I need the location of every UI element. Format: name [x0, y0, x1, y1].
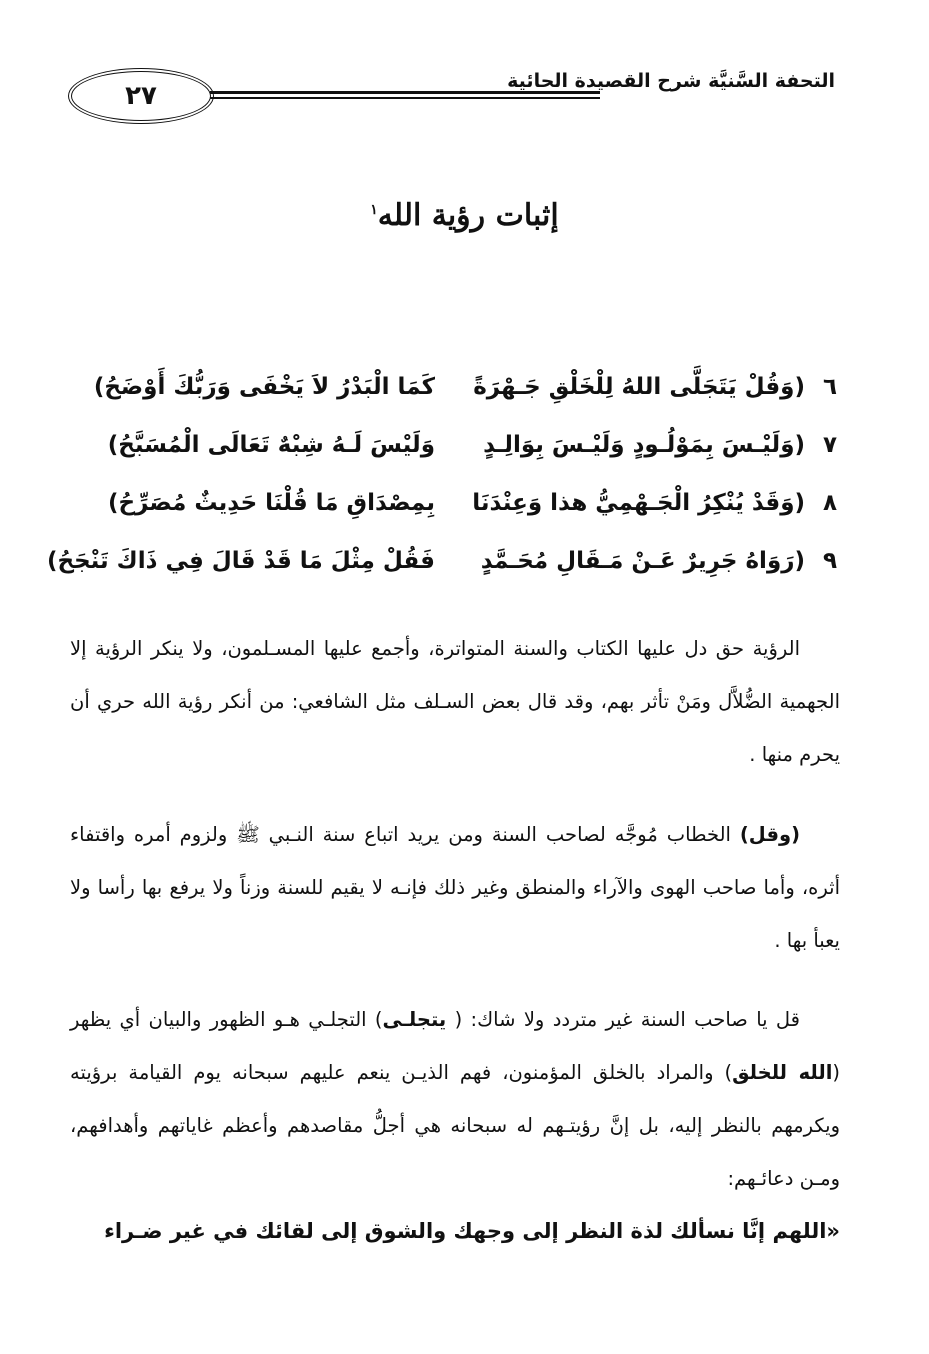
paragraph-3: [70, 993, 840, 1258]
paragraph-body: الخطاب مُوجَّه لصاحب السنة ومن يريد اتباع سنة النـبي ﷺ ولزوم أمره واقتفاء أثره، وأما صاحب الهوى والآراء والمنطق وغير ذلك فإنـه لا يقيم للسنة وزناً ولا يرفع بها رأسا ولا يعبأ بها .: [70, 823, 840, 952]
verse-row: [55, 428, 845, 486]
paragraph-text: الرؤية حق دل عليها الكتاب والسنة المتواترة، وأجمع عليها المسـلمون، ولا ينكر الرؤية إلا الجهمية الضُّلاَّل ومَنْ تأثر بهم، وقد قال بعض السـلف مثل الشافعي: من أنكر رؤية الله حري أن يحرم منها .: [70, 637, 840, 766]
paragraph-text: [70, 993, 840, 1205]
supplication-line: «اللهم إنَّا نسألك لذة النظر إلى وجهك والشوق إلى لقائك في غير ضـراء: [104, 1219, 840, 1243]
verse-row: [55, 486, 845, 544]
verse-number: ٦: [822, 374, 838, 400]
paragraph-body: ) التجلـي هـو الظهور والبيان أي يظهر (: [70, 1008, 840, 1084]
verse-list: [46, 370, 845, 602]
verse-second-half: فَقُلْ مِثْلَ مَا قَدْ قَالَ فِي ذَاكَ تَنْجَحُ): [46, 548, 435, 574]
header-rule-secondary: [210, 97, 600, 99]
running-title: التحفة السَّنيَّة شرح القصيدة الحائية: [507, 70, 835, 92]
verse-second-half: بِمِصْدَاقِ مَا قُلْنَا حَدِيثٌ مُصَرِّحُ): [108, 490, 435, 516]
verse-second-half: كَمَا الْبَدْرُ لاَ يَخْفَى وَرَبُّكَ أَوْضَحُ): [93, 374, 435, 400]
bold-term: يتجلـى: [382, 1008, 447, 1031]
section-title: [0, 198, 929, 233]
verse-first-half: (رَوَاهُ جَرِيرٌ عَـنْ مَـقَالِ مُحَـمَّدٍ: [480, 548, 805, 574]
paragraph-2: [70, 808, 840, 967]
verse-row: [55, 370, 845, 428]
bold-term: الله للخلق: [732, 1061, 833, 1084]
verse-number: ٩: [822, 548, 838, 574]
paragraph-1: [70, 622, 840, 781]
paragraph-body: قل يا صاحب السنة غير متردد ولا شاك: (: [446, 1008, 800, 1031]
bold-term: (وقل): [739, 823, 800, 846]
page-header: [60, 64, 835, 128]
paragraph-body: ) والمراد بالخلق المؤمنون، فهم الذيـن ينعم عليهم سبحانه يوم القيامة برؤيته ويكرمهم بالنظر إليه، بل إنَّ رؤيتـهم له سبحانه هي أجلُّ مقاصدهم وأعظم غاياتهم وأهدافهم، ومـن دعائـهم:: [70, 1061, 840, 1190]
page-number-badge: [68, 68, 214, 124]
verse-number: ٧: [822, 432, 838, 458]
footnote-marker: ١: [370, 202, 378, 218]
verse-first-half: (وَلَيْـسَ بِمَوْلُـودٍ وَلَيْـسَ بِوَالِـدٍ: [483, 432, 805, 458]
page-number: ٢٧: [125, 81, 157, 111]
paragraph-text: [70, 808, 840, 967]
verse-first-half: (وَقَدْ يُنْكِرُ الْجَـهْمِيُّ هذا وَعِنْدَنَا: [472, 490, 805, 516]
section-title-text: إثبات رؤية الله: [377, 198, 559, 233]
verse-first-half: (وَقُلْ يَتَجَلَّى اللهُ لِلْخَلْقِ جَـهْرَةً: [473, 374, 805, 400]
verse-second-half: وَلَيْسَ لَـهُ شِبْهٌ تَعَالَى الْمُسَبَّحُ): [107, 432, 435, 458]
verse-number: ٨: [822, 490, 838, 516]
verse-row: [46, 544, 845, 602]
